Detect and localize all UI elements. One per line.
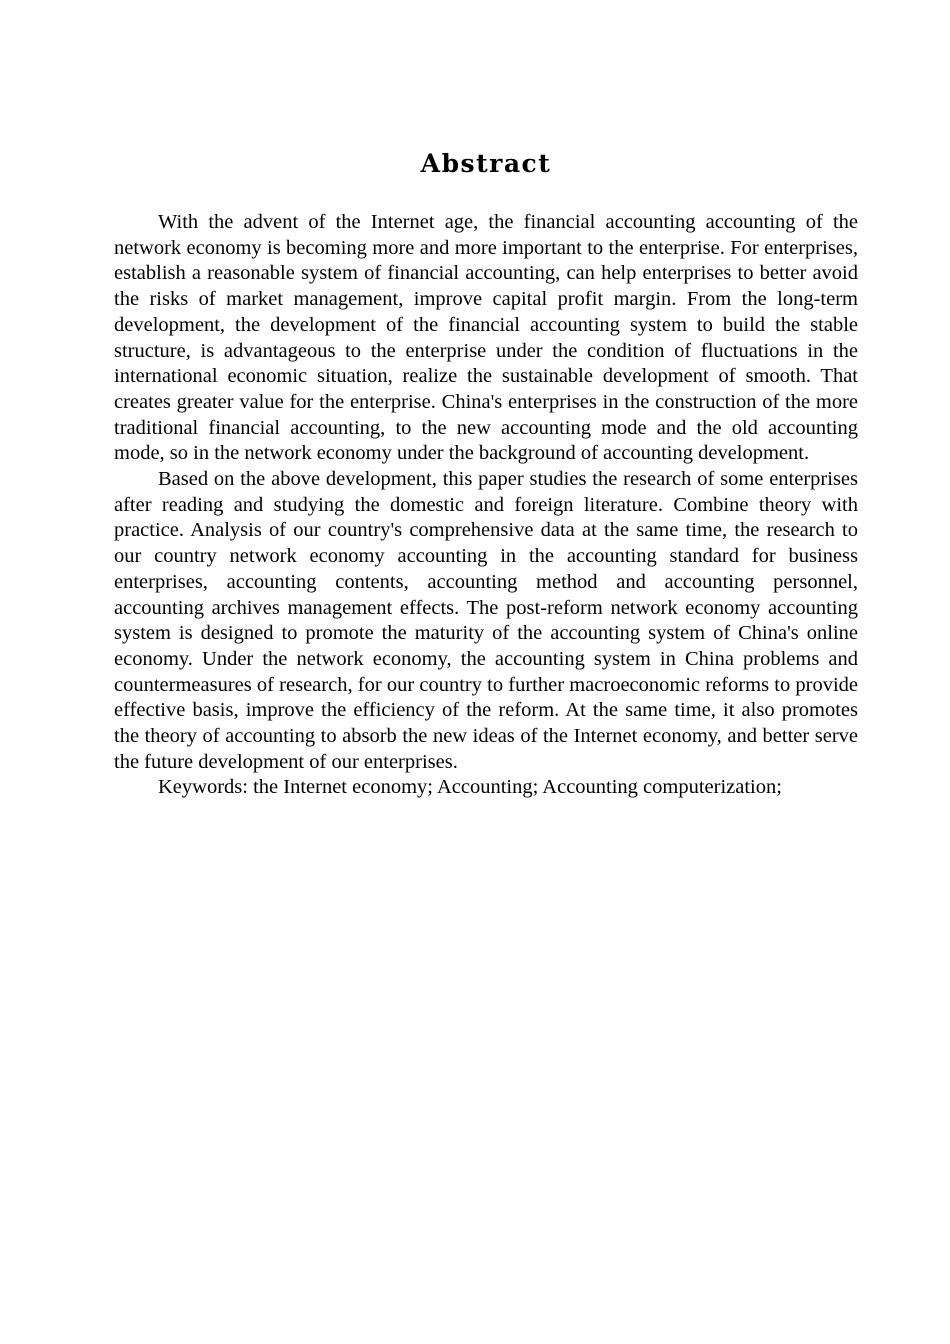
abstract-page — [114, 148, 858, 801]
keywords-line: Keywords: the Internet economy; Accounting; Accounting computerization; — [158, 776, 782, 799]
page-title: Abstract — [420, 149, 552, 178]
abstract-paragraph-1: With the advent of the Internet age, the financial accounting accounting of the network economy is becoming more and more important to the enterprise. For enterprises, establish a reasonable system of financial accounting, can help enterprises to better avoid the risks of market management, improve capital profit margin. From the long-term development, the development of the financial accounting system to build the stable structure, is advantageous to the enterprise under the condition of fluctuations in the international economic situation, realize the sustainable development of smooth. That creates greater value for the enterprise. China's enterprises in the construction of the more traditional financial accounting, to the new accounting mode and the old accounting mode, so in the network economy under the background of accounting development. — [114, 211, 858, 465]
abstract-paragraph-2: Based on the above development, this paper studies the research of some enterprises after reading and studying the domestic and foreign literature. Combine theory with practice. Analysis of our country's comprehensive data at the same time, the research to our country network economy accounting in the accounting standard for business enterprises, accounting contents, accounting method and accounting personnel, accounting archives management effects. The post-reform network economy accounting system is designed to promote the maturity of the accounting system of China's online economy. Under the network economy, the accounting system in China problems and countermeasures of research, for our country to further macroeconomic reforms to provide effective basis, improve the efficiency of the reform. At the same time, it also promotes the theory of accounting to absorb the new ideas of the Internet economy, and better serve the future development of our enterprises. — [114, 468, 858, 773]
